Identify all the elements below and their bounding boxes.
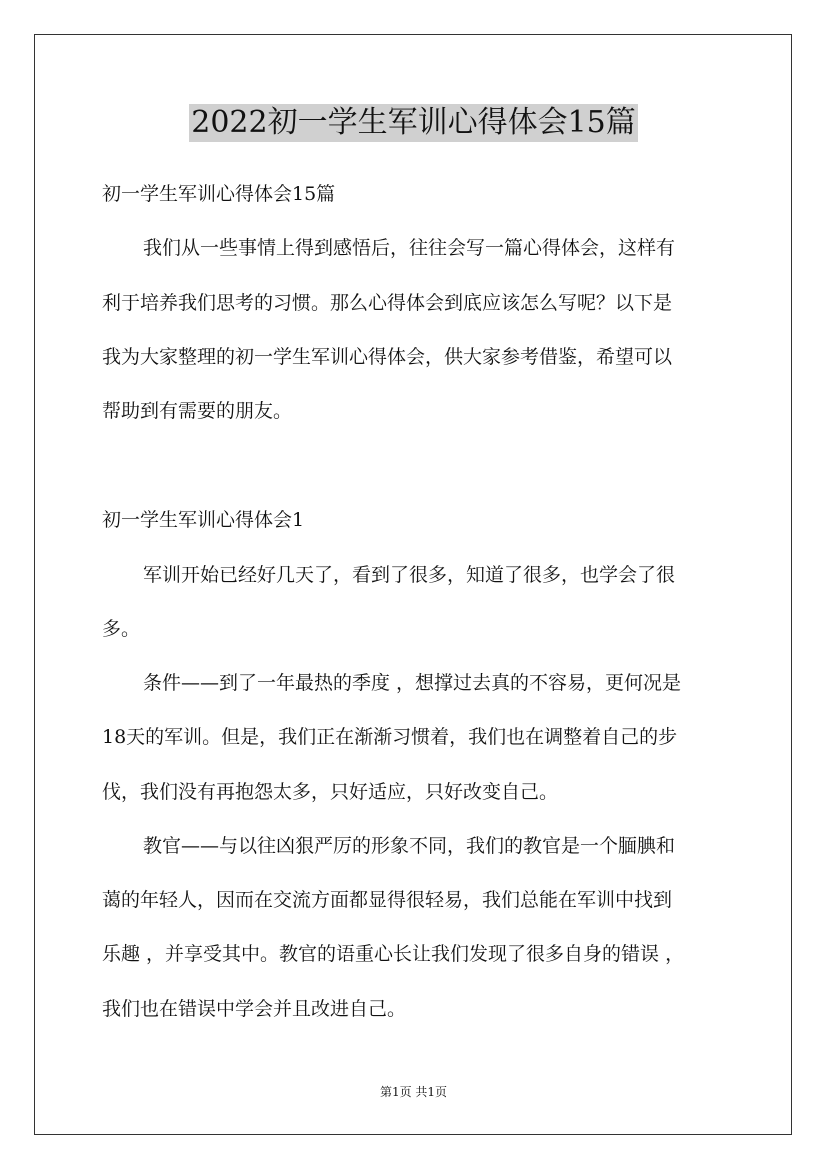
intro-line: 帮助到有需要的朋友。 bbox=[102, 400, 293, 422]
intro-line: 利于培养我们思考的习惯。那么心得体会到底应该怎么写呢？以下是 bbox=[102, 292, 673, 314]
paragraph-line: 条件——到了一年最热的季度 ，想撑过去真的不容易，更何况是 bbox=[143, 672, 682, 694]
paragraph-line: 乐趣 ，并享受其中。教官的语重心长让我们发现了很多自身的错误 ， bbox=[102, 943, 685, 965]
paragraph-line: 教官——与以往凶狠严厉的形象不同，我们的教官是一个腼腆和 bbox=[143, 835, 676, 857]
paragraph-line: 18天的军训。但是，我们正在渐渐习惯着，我们也在调整着自己的步 bbox=[102, 726, 678, 748]
paragraph-line: 蔼的年轻人，因而在交流方面都显得很轻易，我们总能在军训中找到 bbox=[102, 889, 673, 911]
document-subtitle: 初一学生军训心得体会15篇 bbox=[102, 183, 336, 205]
paragraph-line: 我们也在错误中学会并且改进自己。 bbox=[102, 998, 407, 1020]
document-title: 2022初一学生军训心得体会15篇 bbox=[191, 105, 636, 140]
page-footer: 第1页 共1页 bbox=[379, 1085, 448, 1099]
paragraph-line: 伐，我们没有再抱怨太多，只好适应，只好改变自己。 bbox=[102, 781, 559, 803]
section-heading: 初一学生军训心得体会1 bbox=[102, 509, 305, 531]
paragraph-line: 多。 bbox=[102, 618, 141, 640]
intro-line: 我们从一些事情上得到感悟后，往往会写一篇心得体会，这样有 bbox=[143, 237, 676, 259]
title-container bbox=[0, 104, 827, 142]
paragraph-line: 军训开始已经好几天了，看到了很多，知道了很多，也学会了很 bbox=[143, 564, 676, 586]
intro-line: 我为大家整理的初一学生军训心得体会，供大家参考借鉴，希望可以 bbox=[102, 346, 673, 368]
